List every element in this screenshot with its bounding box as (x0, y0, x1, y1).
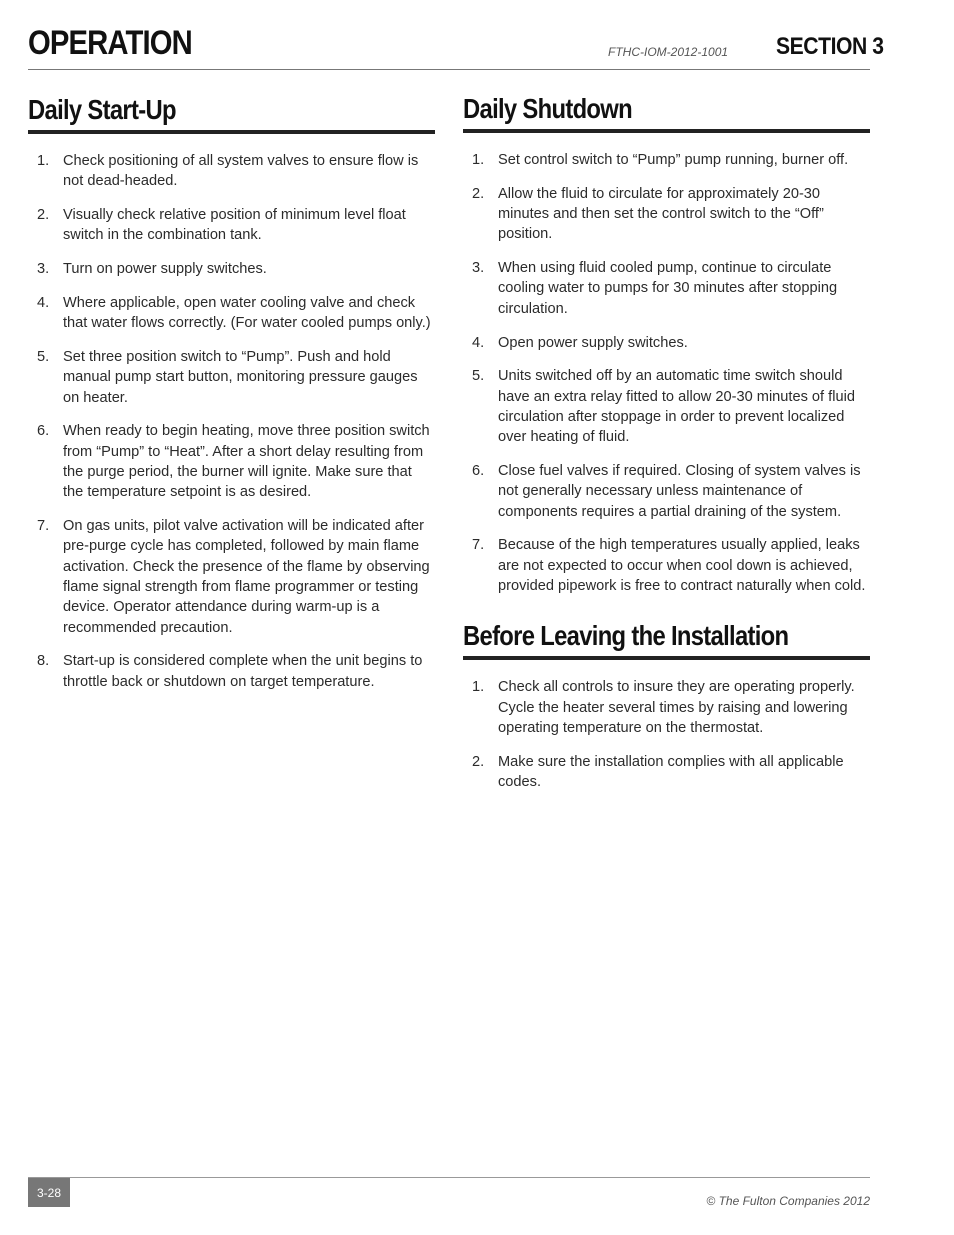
list-item-text: Units switched off by an automatic time switch should have an extra relay fitted to allow 20-30 minutes of fluid circulation after stoppage in order to prevent localized over heating of fluid. (498, 368, 855, 446)
list-item-number: 2. (472, 753, 485, 770)
list-item (28, 293, 435, 334)
list-item-text: Open power supply switches. (498, 334, 688, 351)
before-leaving-steps (463, 677, 870, 792)
list-item (463, 752, 870, 793)
list-item-text: Check all controls to insure they are operating properly. Cycle the heater several times by raising and lowering operating temperature on the thermostat. (498, 679, 855, 736)
list-item-text: Turn on power supply switches. (63, 261, 267, 278)
list-item-number: 3. (37, 261, 50, 278)
list-item-number: 8. (37, 653, 50, 670)
daily-shutdown-steps (463, 150, 870, 596)
list-item-number: 5. (37, 349, 50, 366)
left-column (28, 94, 435, 706)
list-item (463, 461, 870, 522)
list-item-text: Start-up is considered complete when the unit begins to throttle back or shutdown on target temperature. (63, 653, 423, 690)
list-item-number: 6. (37, 423, 50, 440)
section-label: SECTION 3 (776, 33, 884, 60)
list-item (463, 535, 870, 596)
list-item (28, 205, 435, 246)
list-item-number: 1. (472, 679, 485, 696)
list-item (28, 259, 435, 279)
list-item-number: 6. (472, 463, 485, 480)
list-item (28, 516, 435, 638)
list-item-number: 4. (472, 334, 485, 351)
list-item-text: Because of the high temperatures usually applied, leaks are not expected to occur when cool down is achieved, provided pipework is free to contract naturally when cold. (498, 537, 866, 595)
list-item-number: 5. (472, 368, 485, 385)
list-item (28, 347, 435, 408)
list-item (28, 651, 435, 692)
list-item-number: 1. (37, 153, 50, 169)
list-item-number: 3. (472, 260, 485, 277)
daily-startup-steps (28, 151, 435, 692)
list-item-number: 4. (37, 294, 50, 311)
daily-startup-heading: Daily Start-Up (28, 94, 435, 134)
list-item (463, 677, 870, 738)
list-item-text: Set three position switch to “Pump”. Push and hold manual pump start button, monitoring pressure gauges on heater. (63, 349, 418, 406)
list-item-number: 2. (37, 207, 50, 224)
list-item (28, 421, 435, 502)
list-item-number: 1. (472, 152, 485, 168)
list-item-text: On gas units, pilot valve activation will be indicated after pre-purge cycle has completed, followed by main flame activation. Check the presence of the flame by observing flame signal strength from flame programmer or testing device. Operator attendance during warm-up is a recommended precaution. (63, 518, 430, 636)
right-column (463, 93, 870, 806)
list-item-text: Check positioning of all system valves to ensure flow is not dead-headed. (63, 153, 419, 190)
list-item (28, 151, 435, 192)
list-item (463, 333, 870, 353)
list-item (463, 366, 870, 447)
document-id: FTHC-IOM-2012-1001 (608, 45, 729, 59)
list-item-text: Visually check relative position of minimum level float switch in the combination tank. (63, 207, 406, 244)
before-leaving-heading: Before Leaving the Installation (463, 620, 870, 660)
page-number: 3-28 (28, 1178, 70, 1207)
list-item (463, 184, 870, 245)
list-item-number: 2. (472, 185, 485, 202)
list-item-text: Allow the fluid to circulate for approximately 20-30 minutes and then set the control switch to the “Off” position. (498, 185, 824, 243)
daily-shutdown-heading: Daily Shutdown (463, 93, 870, 133)
list-item-text: When ready to begin heating, move three position switch from “Pump” to “Heat”. After a short delay resulting from the purge period, the burner will ignite. Make sure that the temperature setpoint is as desired. (63, 423, 430, 501)
copyright-notice: © The Fulton Companies 2012 (706, 1194, 870, 1208)
list-item-text: Make sure the installation complies with all applicable codes. (498, 753, 844, 791)
list-item-text: Where applicable, open water cooling valve and check that water flows correctly. (For water cooled pumps only.) (63, 294, 431, 332)
list-item-text: When using fluid cooled pump, continue to circulate cooling water to pumps for 30 minutes after stopping circulation. (498, 260, 838, 317)
list-item (463, 258, 870, 319)
list-item (463, 150, 870, 170)
list-item-text: Close fuel valves if required. Closing of system valves is not generally necessary unless maintenance of components requires a partial draining of the system. (498, 463, 861, 520)
footer-divider (28, 1177, 870, 1178)
list-item-number: 7. (472, 537, 485, 554)
list-item-number: 7. (37, 518, 50, 535)
list-item-text: Set control switch to “Pump” pump running, burner off. (498, 152, 849, 168)
header-divider (28, 69, 870, 70)
page-title: OPERATION (28, 24, 192, 62)
